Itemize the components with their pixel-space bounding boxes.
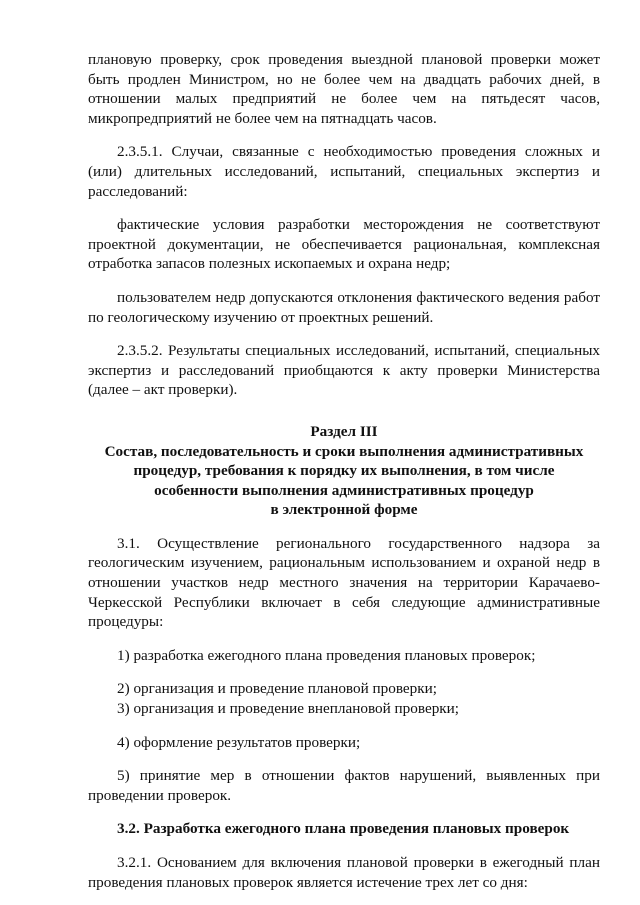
- subheading-3-2: 3.2. Разработка ежегодного плана проведения плановых проверок: [117, 820, 570, 838]
- list-item-5: 5) принятие мер в отношении фактов нарушений, выявленных при проведении проверок.: [88, 767, 600, 804]
- section-number: Раздел III: [310, 422, 378, 440]
- paragraph-3-1: 3.1. Осуществление регионального государственного надзора за геологическим изучением, рациональным использованием и охраной недр в отношении участков недр местного значения на территории Карачаево-Черкесской Республики включает в себя следующие административные процедуры:: [88, 534, 600, 631]
- list-item-1: 1) разработка ежегодного плана проведения плановых проверок;: [117, 646, 536, 664]
- list-item-4: 4) оформление результатов проверки;: [117, 733, 361, 751]
- section-heading-line-2: процедур, требования к порядку их выполнения, в том числе: [133, 462, 555, 480]
- paragraph-deviations: пользователем недр допускаются отклонения фактического ведения работ по геологическому изучению от проектных решений.: [88, 288, 600, 326]
- section-heading-line-1: Состав, последовательность и сроки выполнения административных: [104, 442, 584, 460]
- section-title-block: [88, 422, 600, 520]
- list-item-2: 2) организация и проведение плановой проверки;: [117, 680, 437, 698]
- paragraph-field-conditions: фактические условия разработки месторождения не соответствуют проектной документации, не обеспечивается рациональная, комплексная отработка запасов полезных ископаемых и охрана недр;: [88, 216, 600, 273]
- paragraph-2-3-5-2: 2.3.5.2. Результаты специальных исследований, испытаний, специальных экспертиз и расследований приобщаются к акту проверки Министерства (далее – акт проверки).: [88, 342, 600, 399]
- paragraph-inspection-period: плановую проверку, срок проведения выездной плановой проверки может быть продлен Министром, но не более чем на двадцать рабочих дней, в отношении малых предприятий не более чем на пятьдесят часов, микропредприятий не более чем на пятнадцать часов.: [88, 51, 600, 127]
- paragraph-2-3-5-1: 2.3.5.1. Случаи, связанные с необходимостью проведения сложных и (или) длительных исследований, испытаний, специальных экспертиз и расследований:: [88, 143, 600, 200]
- section-heading-line-3: особенности выполнения административных процедур: [154, 481, 534, 499]
- paragraph-3-2-1: 3.2.1. Основанием для включения плановой проверки в ежегодный план проведения плановых проверок является истечение трех лет со дня:: [88, 854, 600, 891]
- section-heading-line-4: в электронной форме: [270, 501, 418, 519]
- list-item-3: 3) организация и проведение внеплановой проверки;: [117, 700, 460, 718]
- document-page: [88, 50, 600, 892]
